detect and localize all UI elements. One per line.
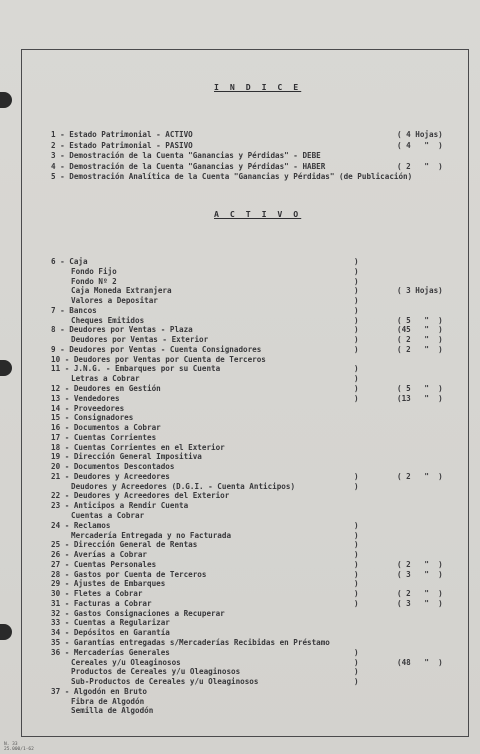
account-item: 28 - Gastos por Cuenta de Terceros xyxy=(51,569,207,579)
account-item: 6 - Caja xyxy=(51,257,88,266)
index-item: 1 - Estado Patrimonial - ACTIVO xyxy=(51,130,193,139)
account-item: Cereales y/u Oleaginosos xyxy=(71,657,181,667)
group-brace: ) xyxy=(354,374,359,384)
account-item: 22 - Deudores y Acreedores del Exterior xyxy=(51,491,230,501)
account-item: 13 - Vendedores xyxy=(51,393,120,403)
account-item: 11 - J.N.G. - Embarques por su Cuenta xyxy=(51,364,221,374)
account-item: 26 - Averías a Cobrar xyxy=(51,550,148,560)
group-brace: ) xyxy=(354,559,359,569)
index-title: I N D I C E xyxy=(214,82,302,92)
index-item-pages: ( 4 " ) xyxy=(397,140,443,150)
group-brace: ) xyxy=(354,598,359,608)
account-pages: ( 2 " ) xyxy=(397,344,443,354)
index-item: 4 - Demostración de la Cuenta "Ganancias y Pérdidas" - HABER xyxy=(51,161,326,171)
group-brace: ) xyxy=(354,266,359,276)
account-pages: (48 " ) xyxy=(397,657,443,667)
index-item-pages: ( 2 " ) xyxy=(397,161,443,171)
group-brace: ) xyxy=(354,481,359,491)
account-item: Semilla de Algodón xyxy=(71,706,154,716)
account-pages: (13 " ) xyxy=(397,393,443,403)
group-brace: ) xyxy=(354,335,359,345)
account-item: 16 - Documentos a Cobrar xyxy=(51,423,161,433)
group-brace: ) xyxy=(354,296,359,306)
account-item: 14 - Proveedores xyxy=(51,403,125,413)
account-pages: (45 " ) xyxy=(397,325,443,335)
account-pages: ( 2 " ) xyxy=(397,335,443,345)
group-brace: ) xyxy=(354,364,359,374)
group-brace: ) xyxy=(354,305,359,315)
group-brace: ) xyxy=(354,384,359,393)
account-item: Sub-Productos de Cereales y/u Oleaginosos xyxy=(71,677,259,687)
group-brace: ) xyxy=(354,530,359,540)
account-item: 10 - Deudores por Ventas por Cuenta de Terceros xyxy=(51,354,266,364)
account-item: 7 - Bancos xyxy=(51,305,97,315)
account-item: 25 - Dirección General de Rentas xyxy=(51,540,198,550)
group-brace: ) xyxy=(354,589,359,599)
group-brace: ) xyxy=(354,286,359,296)
account-item: 31 - Facturas a Cobrar xyxy=(51,598,152,608)
account-pages: ( 5 " ) xyxy=(397,315,443,325)
account-pages: ( 3 " ) xyxy=(397,598,443,608)
account-item: Productos de Cereales y/u Oleaginosos xyxy=(71,667,241,677)
account-item: Mercadería Entregada y no Facturada xyxy=(71,530,232,540)
account-item: Letras a Cobrar xyxy=(71,374,140,384)
account-item: 12 - Deudores en Gestión xyxy=(51,384,161,393)
form-number: N. 33 25.000/1-62 xyxy=(4,742,34,752)
account-item: 20 - Documentos Descontados xyxy=(51,462,175,472)
group-brace: ) xyxy=(354,550,359,560)
account-pages: ( 3 " ) xyxy=(397,569,443,579)
account-pages: ( 2 " ) xyxy=(397,589,443,599)
index-item-pages: ( 4 Hojas) xyxy=(397,130,443,139)
account-item: 19 - Dirección General Impositiva xyxy=(51,452,202,462)
punch-hole xyxy=(0,92,12,108)
account-item: 33 - Cuentas a Regularizar xyxy=(51,618,170,628)
account-item: Valores a Depositar xyxy=(71,296,158,306)
account-item: Deudores y Acreedores (D.G.I. - Cuenta Anticipos) xyxy=(71,481,296,491)
account-item: 32 - Gastos Consignaciones a Recuperar xyxy=(51,608,225,618)
group-brace: ) xyxy=(354,344,359,354)
account-item: Cuentas a Cobrar xyxy=(71,511,145,521)
group-brace: ) xyxy=(354,276,359,286)
account-pages: ( 2 " ) xyxy=(397,471,443,481)
account-item: 34 - Depósitos en Garantía xyxy=(51,628,170,638)
group-brace: ) xyxy=(354,393,359,403)
account-item: 9 - Deudores por Ventas - Cuenta Consignadores xyxy=(51,344,262,354)
punch-hole xyxy=(0,360,12,376)
account-item: 18 - Cuentas Corrientes en el Exterior xyxy=(51,442,225,452)
account-item: 29 - Ajustes de Embarques xyxy=(51,579,166,589)
index-item: 3 - Demostración de la Cuenta "Ganancias y Pérdidas" - DEBE xyxy=(51,151,321,160)
account-item: 27 - Cuentas Personales xyxy=(51,559,157,569)
account-item: Fibra de Algodón xyxy=(71,696,145,706)
account-pages: ( 5 " ) xyxy=(397,384,443,393)
account-item: 36 - Mercaderías Generales xyxy=(51,647,170,657)
group-brace: ) xyxy=(354,647,359,657)
account-item: 35 - Garantías entregadas s/Mercaderías Recibidas en Préstamo xyxy=(51,638,330,648)
group-brace: ) xyxy=(354,540,359,550)
account-item: Fondo Nº 2 xyxy=(71,276,117,286)
punch-hole xyxy=(0,624,12,640)
account-item: 37 - Algodón en Bruto xyxy=(51,686,148,696)
group-brace: ) xyxy=(354,677,359,687)
account-item: 24 - Reclamos xyxy=(51,520,111,530)
account-item: 21 - Deudores y Acreedores xyxy=(51,471,170,481)
account-item: 17 - Cuentas Corrientes xyxy=(51,432,157,442)
account-item: 30 - Fletes a Cobrar xyxy=(51,589,143,599)
group-brace: ) xyxy=(354,471,359,481)
group-brace: ) xyxy=(354,579,359,589)
account-item: Fondo Fijo xyxy=(71,266,117,276)
index-item: 2 - Estado Patrimonial - PASIVO xyxy=(51,140,193,150)
group-brace: ) xyxy=(354,325,359,335)
activo-title: A C T I V O xyxy=(214,209,302,219)
account-item: Deudores por Ventas - Exterior xyxy=(71,335,209,345)
group-brace: ) xyxy=(354,667,359,677)
account-pages: ( 2 " ) xyxy=(397,559,443,569)
group-brace: ) xyxy=(354,520,359,530)
index-item: 5 - Demostración Analítica de la Cuenta "Ganancias y Pérdidas" (de Publicación) xyxy=(51,172,413,181)
account-item: 23 - Anticipos a Rendir Cuenta xyxy=(51,501,189,511)
group-brace: ) xyxy=(354,657,359,667)
account-item: 8 - Deudores por Ventas - Plaza xyxy=(51,325,193,335)
account-item: 15 - Consignadores xyxy=(51,413,134,423)
account-item: Caja Moneda Extranjera xyxy=(71,286,172,296)
group-brace: ) xyxy=(354,315,359,325)
group-brace: ) xyxy=(354,569,359,579)
account-item: Cheques Emitidos xyxy=(71,315,145,325)
group-brace: ) xyxy=(354,257,359,266)
account-pages: ( 3 Hojas) xyxy=(397,286,443,296)
